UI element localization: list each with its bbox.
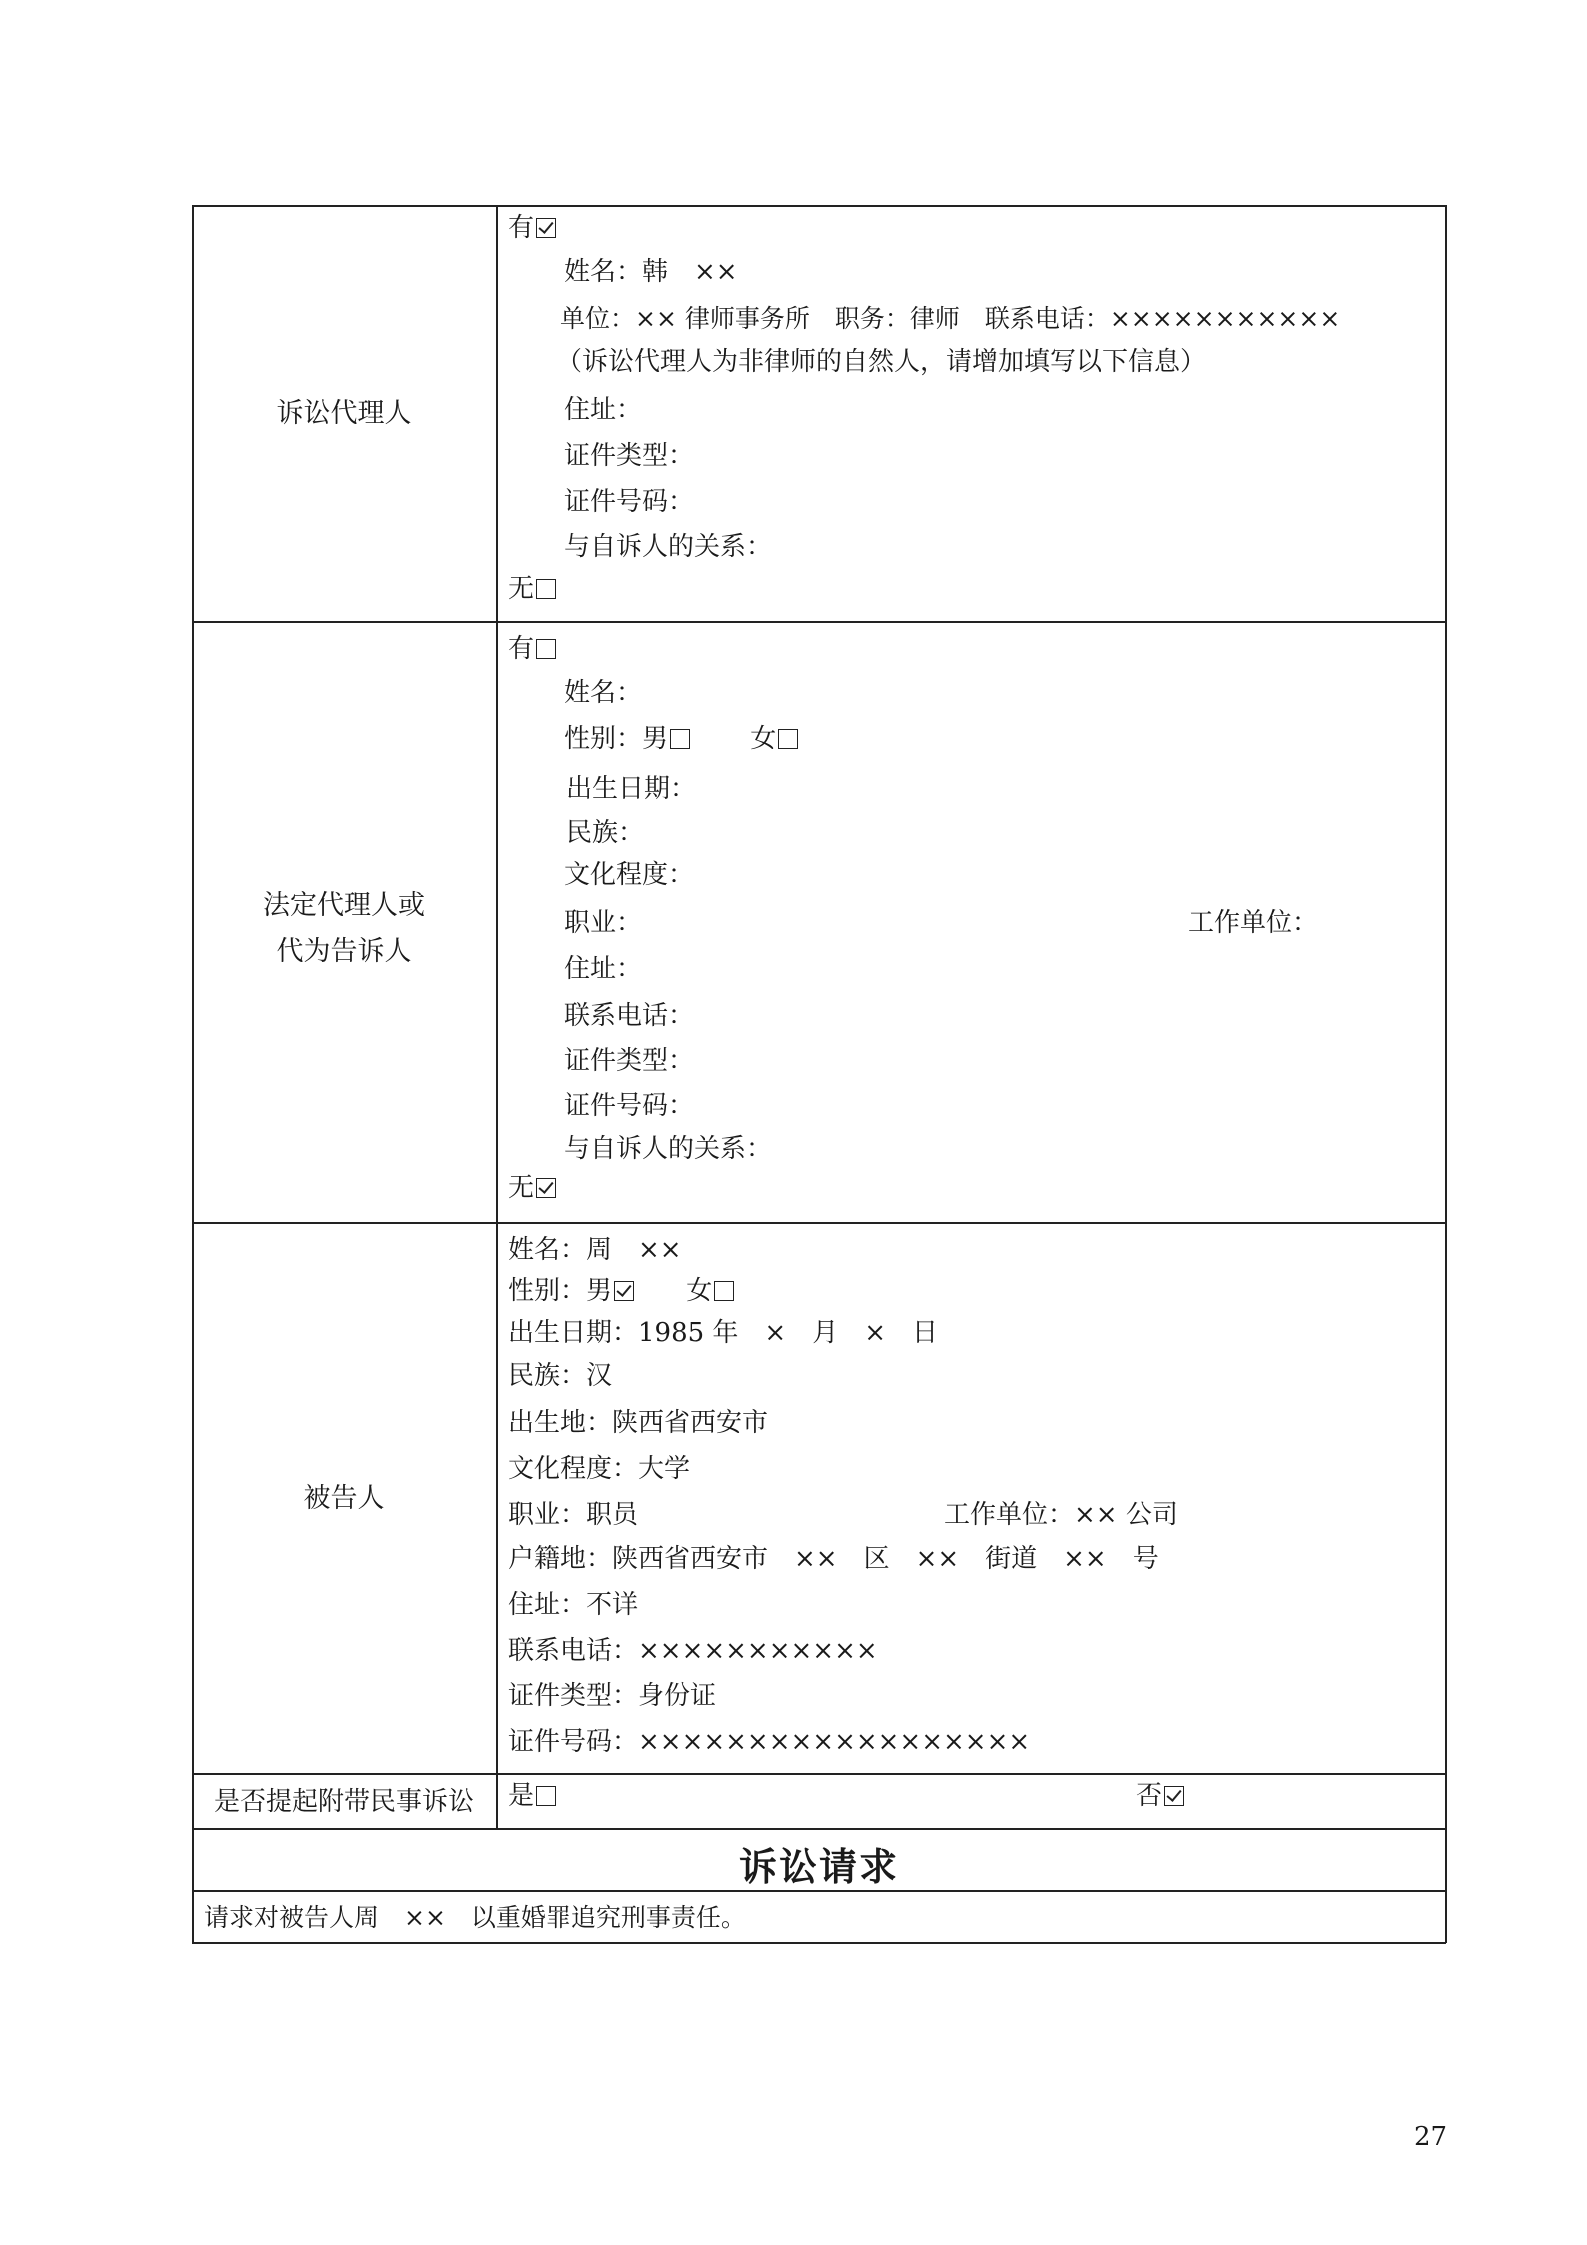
legal-rep-workplace: 工作单位： <box>1188 908 1319 938</box>
table-border-left <box>192 205 194 1943</box>
legal-rep-gender-label: 性别： <box>564 724 643 754</box>
defendant-male-text: 男 <box>586 1276 613 1306</box>
legal-rep-education: 文化程度： <box>564 860 695 890</box>
row-divider-legal-rep <box>192 1222 1446 1224</box>
defendant-id-number: 证件号码：×××××××××××××××××× <box>508 1727 1031 1757</box>
defendant-birthplace: 出生地：陕西省西安市 <box>508 1408 769 1438</box>
defendant-address: 住址：不详 <box>508 1590 639 1620</box>
legal-rep-phone: 联系电话： <box>564 1001 695 1031</box>
legal-rep-occupation: 职业： <box>564 908 643 938</box>
agent-none-option <box>508 576 556 602</box>
defendant-male-checkbox[interactable] <box>614 1281 634 1301</box>
agent-id-type: 证件类型： <box>564 441 695 471</box>
legal-rep-has-checkbox[interactable] <box>536 639 556 659</box>
agent-address: 住址： <box>564 395 643 425</box>
legal-rep-relation: 与自诉人的关系： <box>564 1134 773 1164</box>
civil-yes-text: 是 <box>508 1781 535 1811</box>
legal-rep-has-option <box>508 636 556 662</box>
agent-id-number: 证件号码： <box>564 487 695 517</box>
legal-rep-none-checkbox[interactable] <box>536 1178 556 1198</box>
civil-no-option <box>1136 1783 1184 1809</box>
civil-no-text: 否 <box>1136 1781 1163 1811</box>
legal-rep-ethnicity: 民族： <box>566 818 645 848</box>
agent-label: 诉讼代理人 <box>276 398 412 429</box>
civil-yes-option <box>508 1783 556 1809</box>
legal-rep-none-text: 无 <box>508 1173 535 1203</box>
legal-rep-male-text: 男 <box>642 724 669 754</box>
defendant-female-text: 女 <box>686 1276 713 1306</box>
defendant-gender <box>508 1278 734 1304</box>
civil-label: 是否提起附带民事诉讼 <box>213 1787 474 1817</box>
defendant-gender-label: 性别： <box>508 1276 587 1306</box>
legal-rep-label-line1: 法定代理人或 <box>263 890 425 921</box>
legal-rep-male-checkbox[interactable] <box>670 729 690 749</box>
defendant-workplace: 工作单位：×× 公司 <box>944 1500 1178 1530</box>
defendant-label: 被告人 <box>303 1483 385 1514</box>
table-border-bottom <box>192 1942 1446 1944</box>
legal-rep-address: 住址： <box>564 954 643 984</box>
agent-unit: 单位：×× 律师事务所 职务：律师 联系电话：××××××××××× <box>560 304 1341 333</box>
legal-rep-has-text: 有 <box>508 634 535 664</box>
defendant-birth: 出生日期：1985 年 × 月 × 日 <box>508 1318 939 1348</box>
civil-yes-checkbox[interactable] <box>536 1786 556 1806</box>
legal-rep-female-text: 女 <box>750 724 777 754</box>
defendant-phone: 联系电话：××××××××××× <box>508 1636 878 1666</box>
agent-note: （诉讼代理人为非律师的自然人，请增加填写以下信息） <box>556 347 1207 377</box>
agent-name: 姓名：韩 ×× <box>564 257 738 287</box>
row-divider-agent <box>192 621 1446 623</box>
defendant-education: 文化程度：大学 <box>508 1454 691 1484</box>
row-divider-civil <box>192 1828 1446 1830</box>
legal-rep-label-line2: 代为告诉人 <box>276 936 412 967</box>
legal-rep-label <box>192 883 496 975</box>
defendant-occupation: 职业：职员 <box>508 1500 639 1530</box>
legal-rep-birth: 出生日期： <box>566 774 697 804</box>
agent-has-checkbox[interactable] <box>536 218 556 238</box>
legal-rep-none-option <box>508 1175 556 1201</box>
defendant-household: 户籍地：陕西省西安市 ×× 区 ×× 街道 ×× 号 <box>508 1544 1159 1574</box>
defendant-ethnicity: 民族：汉 <box>508 1361 613 1391</box>
agent-none-text: 无 <box>508 574 535 604</box>
table-border-right <box>1445 205 1447 1943</box>
column-divider <box>496 205 498 1829</box>
legal-rep-name: 姓名： <box>564 678 643 708</box>
legal-rep-id-type: 证件类型： <box>564 1046 695 1076</box>
legal-rep-id-number: 证件号码： <box>564 1091 695 1121</box>
defendant-name: 姓名：周 ×× <box>508 1235 682 1265</box>
agent-none-checkbox[interactable] <box>536 579 556 599</box>
agent-relation: 与自诉人的关系： <box>564 532 773 562</box>
row-divider-defendant <box>192 1773 1446 1775</box>
agent-has-text: 有 <box>508 213 535 243</box>
table-border-top <box>192 205 1446 207</box>
legal-rep-female-checkbox[interactable] <box>778 729 798 749</box>
civil-no-checkbox[interactable] <box>1164 1786 1184 1806</box>
legal-rep-gender <box>564 726 798 752</box>
claims-title: 诉讼请求 <box>738 1844 899 1889</box>
page-number: 27 <box>1414 2122 1448 2152</box>
claims-text: 请求对被告人周 ×× 以重婚罪追究刑事责任。 <box>204 1903 746 1932</box>
agent-has-option <box>508 215 556 241</box>
defendant-female-checkbox[interactable] <box>714 1281 734 1301</box>
defendant-id-type: 证件类型：身份证 <box>508 1681 717 1711</box>
